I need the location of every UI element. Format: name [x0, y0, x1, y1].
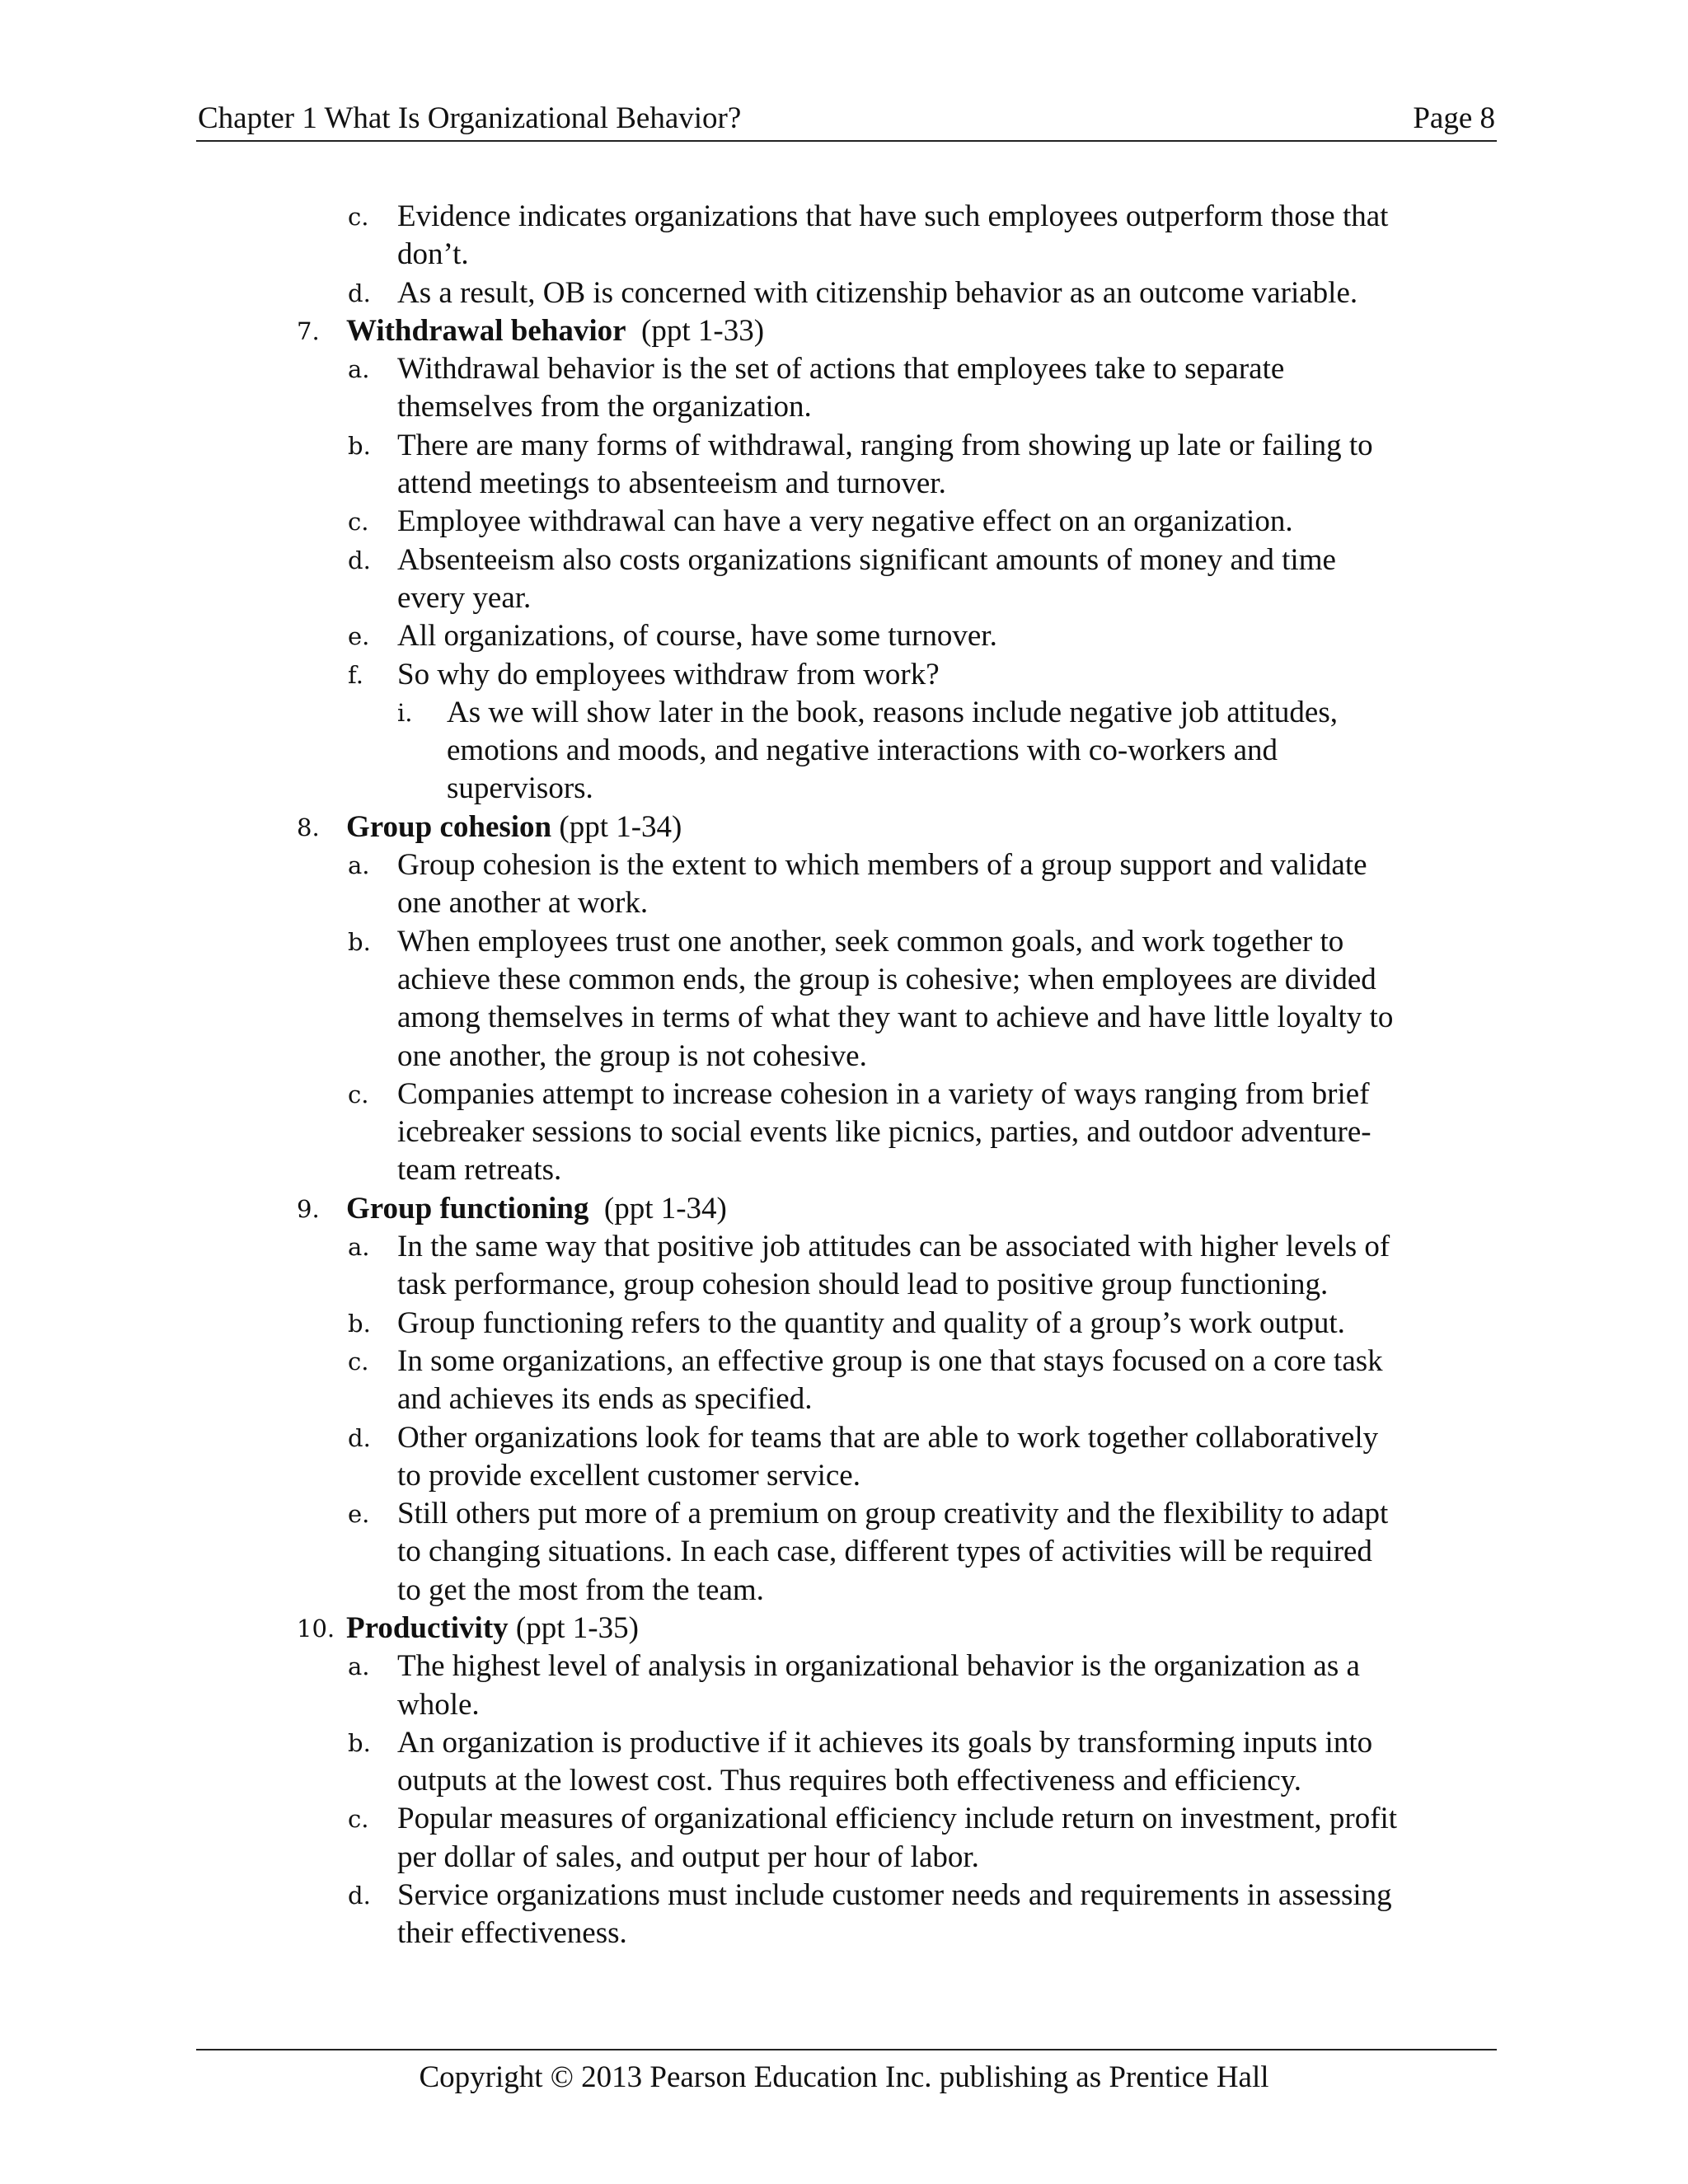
- line-text: Group functioning refers to the quantity and quality of a group’s work output.: [397, 1305, 1345, 1340]
- outline-line: [0, 236, 1688, 274]
- slide-reference: (ppt 1-35): [508, 1610, 639, 1645]
- outline-line: [0, 1572, 1688, 1610]
- line-text: Companies attempt to increase cohesion in a variety of ways ranging from brief: [397, 1076, 1370, 1111]
- outline-line: [0, 388, 1688, 426]
- outline-line: [0, 274, 1688, 312]
- section-heading: Group cohesion: [346, 809, 552, 844]
- list-marker: c.: [348, 1080, 369, 1108]
- outline-line: [0, 579, 1688, 617]
- page-header: [196, 97, 1497, 142]
- outline-line: [0, 1457, 1688, 1495]
- line-text: supervisors.: [447, 771, 593, 806]
- line-text: attend meetings to absenteeism and turnover.: [397, 466, 946, 501]
- outline-line: [0, 1228, 1688, 1266]
- line-text: In the same way that positive job attitudes can be associated with higher levels of: [397, 1230, 1390, 1264]
- line-text: There are many forms of withdrawal, ranging from showing up late or failing to: [397, 428, 1373, 462]
- outline-line: [0, 1305, 1688, 1343]
- line-text: don’t.: [397, 237, 469, 272]
- outline-line: [0, 198, 1688, 236]
- outline-line: [0, 1113, 1688, 1151]
- list-marker: b.: [348, 1309, 371, 1338]
- line-text: emotions and moods, and negative interactions with co-workers and: [447, 733, 1278, 768]
- outline-line: [0, 427, 1688, 465]
- outline-line: [0, 350, 1688, 388]
- line-text: team retreats.: [397, 1153, 562, 1188]
- list-marker: 7.: [297, 316, 320, 345]
- line-text: every year.: [397, 580, 532, 615]
- line-text: achieve these common ends, the group is cohesive; when employees are divided: [397, 962, 1376, 996]
- line-text: The highest level of analysis in organizational behavior is the organization as a: [397, 1649, 1360, 1684]
- outline-line: [0, 1076, 1688, 1113]
- line-text: icebreaker sessions to social events like picnics, parties, and outdoor adventure-: [397, 1115, 1372, 1150]
- line-text: and achieves its ends as specified.: [397, 1382, 813, 1417]
- list-marker: d.: [348, 1882, 371, 1910]
- line-text: In some organizations, an effective group is one that stays focused on a core task: [397, 1343, 1383, 1378]
- outline-line: [0, 1839, 1688, 1877]
- line-text: As a result, OB is concerned with citizenship behavior as an outcome variable.: [397, 275, 1358, 310]
- line-text: All organizations, of course, have some turnover.: [397, 619, 997, 654]
- line-text: among themselves in terms of what they want to achieve and have little loyalty to: [397, 1001, 1394, 1035]
- outline-line: [0, 1610, 1688, 1647]
- slide-reference: (ppt 1-33): [626, 313, 765, 348]
- outline-line: [0, 1419, 1688, 1457]
- list-marker: c.: [348, 1347, 369, 1376]
- section-heading: Withdrawal behavior: [346, 313, 626, 348]
- outline-line: [0, 1190, 1688, 1228]
- line-text: [346, 1610, 639, 1647]
- copyright-footer: Copyright © 2013 Pearson Education Inc. publishing as Prentice Hall: [419, 2060, 1269, 2094]
- outline-line: [0, 503, 1688, 541]
- slide-reference: (ppt 1-34): [588, 1191, 727, 1226]
- list-marker: a.: [348, 1652, 370, 1681]
- outline-line: [0, 1266, 1688, 1304]
- outline-line: [0, 1686, 1688, 1724]
- line-text: one another at work.: [397, 886, 649, 921]
- list-marker: f.: [348, 660, 363, 689]
- outline-line: [0, 1151, 1688, 1189]
- line-text: Withdrawal behavior is the set of actions that employees take to separate: [397, 352, 1285, 387]
- list-marker: d.: [348, 1423, 371, 1452]
- list-marker: c.: [348, 1805, 369, 1834]
- line-text: one another, the group is not cohesive.: [397, 1038, 867, 1073]
- line-text: themselves from the organization.: [397, 390, 812, 424]
- line-text: [346, 1190, 727, 1228]
- line-text: Still others put more of a premium on group creativity and the flexibility to adapt: [397, 1497, 1389, 1531]
- outline-line: [0, 1038, 1688, 1076]
- page-number: Page 8: [1413, 101, 1495, 135]
- list-marker: d.: [348, 279, 371, 307]
- line-text: whole.: [397, 1687, 480, 1722]
- outline-line: [0, 808, 1688, 846]
- outline-line: [0, 694, 1688, 732]
- outline-line: [0, 656, 1688, 694]
- line-text: per dollar of sales, and output per hour of labor.: [397, 1840, 979, 1874]
- list-marker: b.: [348, 431, 371, 460]
- outline-line: [0, 770, 1688, 808]
- section-heading: Group functioning: [346, 1191, 589, 1226]
- list-marker: b.: [348, 927, 371, 956]
- line-text: Group cohesion is the extent to which members of a group support and validate: [397, 848, 1367, 883]
- list-marker: a.: [348, 851, 370, 880]
- outline-line: [0, 1533, 1688, 1571]
- list-marker: i.: [397, 698, 413, 727]
- line-text: An organization is productive if it achieves its goals by transforming inputs into: [397, 1725, 1373, 1760]
- outline-line: [0, 1915, 1688, 1952]
- list-marker: e.: [348, 1500, 370, 1529]
- outline-line: [0, 1877, 1688, 1915]
- list-marker: b.: [348, 1728, 371, 1757]
- outline-line: [0, 617, 1688, 655]
- list-marker: a.: [348, 1233, 370, 1262]
- line-text: outputs at the lowest cost. Thus requires both effectiveness and efficiency.: [397, 1764, 1302, 1798]
- line-text: to provide excellent customer service.: [397, 1458, 860, 1493]
- line-text: So why do employees withdraw from work?: [397, 657, 940, 691]
- line-text: [346, 312, 764, 350]
- line-text: Other organizations look for teams that are able to work together collaboratively: [397, 1420, 1379, 1455]
- line-text: Service organizations must include customer needs and requirements in assessing: [397, 1878, 1392, 1913]
- outline-line: [0, 1762, 1688, 1800]
- line-text: task performance, group cohesion should lead to positive group functioning.: [397, 1268, 1329, 1302]
- line-text: to get the most from the team.: [397, 1572, 764, 1607]
- list-marker: 9.: [297, 1194, 320, 1223]
- line-text: [346, 808, 682, 846]
- outline-line: [0, 1380, 1688, 1418]
- outline-line: [0, 1495, 1688, 1533]
- outline-content: [0, 198, 1688, 1953]
- outline-line: [0, 846, 1688, 884]
- outline-line: [0, 884, 1688, 922]
- outline-line: [0, 1800, 1688, 1838]
- line-text: Absenteeism also costs organizations significant amounts of money and time: [397, 542, 1336, 577]
- outline-line: [0, 465, 1688, 503]
- list-marker: a.: [348, 355, 370, 384]
- outline-line: [0, 732, 1688, 770]
- outline-line: [0, 541, 1688, 579]
- line-text: As we will show later in the book, reasons include negative job attitudes,: [447, 695, 1338, 729]
- line-text: Employee withdrawal can have a very negative effect on an organization.: [397, 504, 1293, 539]
- outline-line: [0, 1343, 1688, 1380]
- outline-line: [0, 999, 1688, 1037]
- list-marker: 10.: [297, 1614, 335, 1643]
- footer-divider: [196, 2049, 1497, 2050]
- list-marker: 8.: [297, 813, 320, 841]
- slide-reference: (ppt 1-34): [551, 809, 682, 844]
- line-text: Popular measures of organizational efficiency include return on investment, profit: [397, 1802, 1398, 1836]
- list-marker: e.: [348, 622, 370, 651]
- line-text: Evidence indicates organizations that have such employees outperform those that: [397, 199, 1389, 233]
- outline-line: [0, 1724, 1688, 1762]
- line-text: When employees trust one another, seek common goals, and work together to: [397, 924, 1344, 958]
- line-text: their effectiveness.: [397, 1916, 627, 1951]
- outline-line: [0, 961, 1688, 999]
- list-marker: c.: [348, 508, 369, 537]
- list-marker: c.: [348, 203, 369, 231]
- outline-line: [0, 312, 1688, 350]
- outline-line: [0, 1647, 1688, 1685]
- list-marker: d.: [348, 546, 371, 574]
- chapter-title: Chapter 1 What Is Organizational Behavior?: [198, 101, 742, 135]
- section-heading: Productivity: [346, 1610, 509, 1645]
- line-text: to changing situations. In each case, different types of activities will be required: [397, 1535, 1372, 1569]
- outline-line: [0, 923, 1688, 961]
